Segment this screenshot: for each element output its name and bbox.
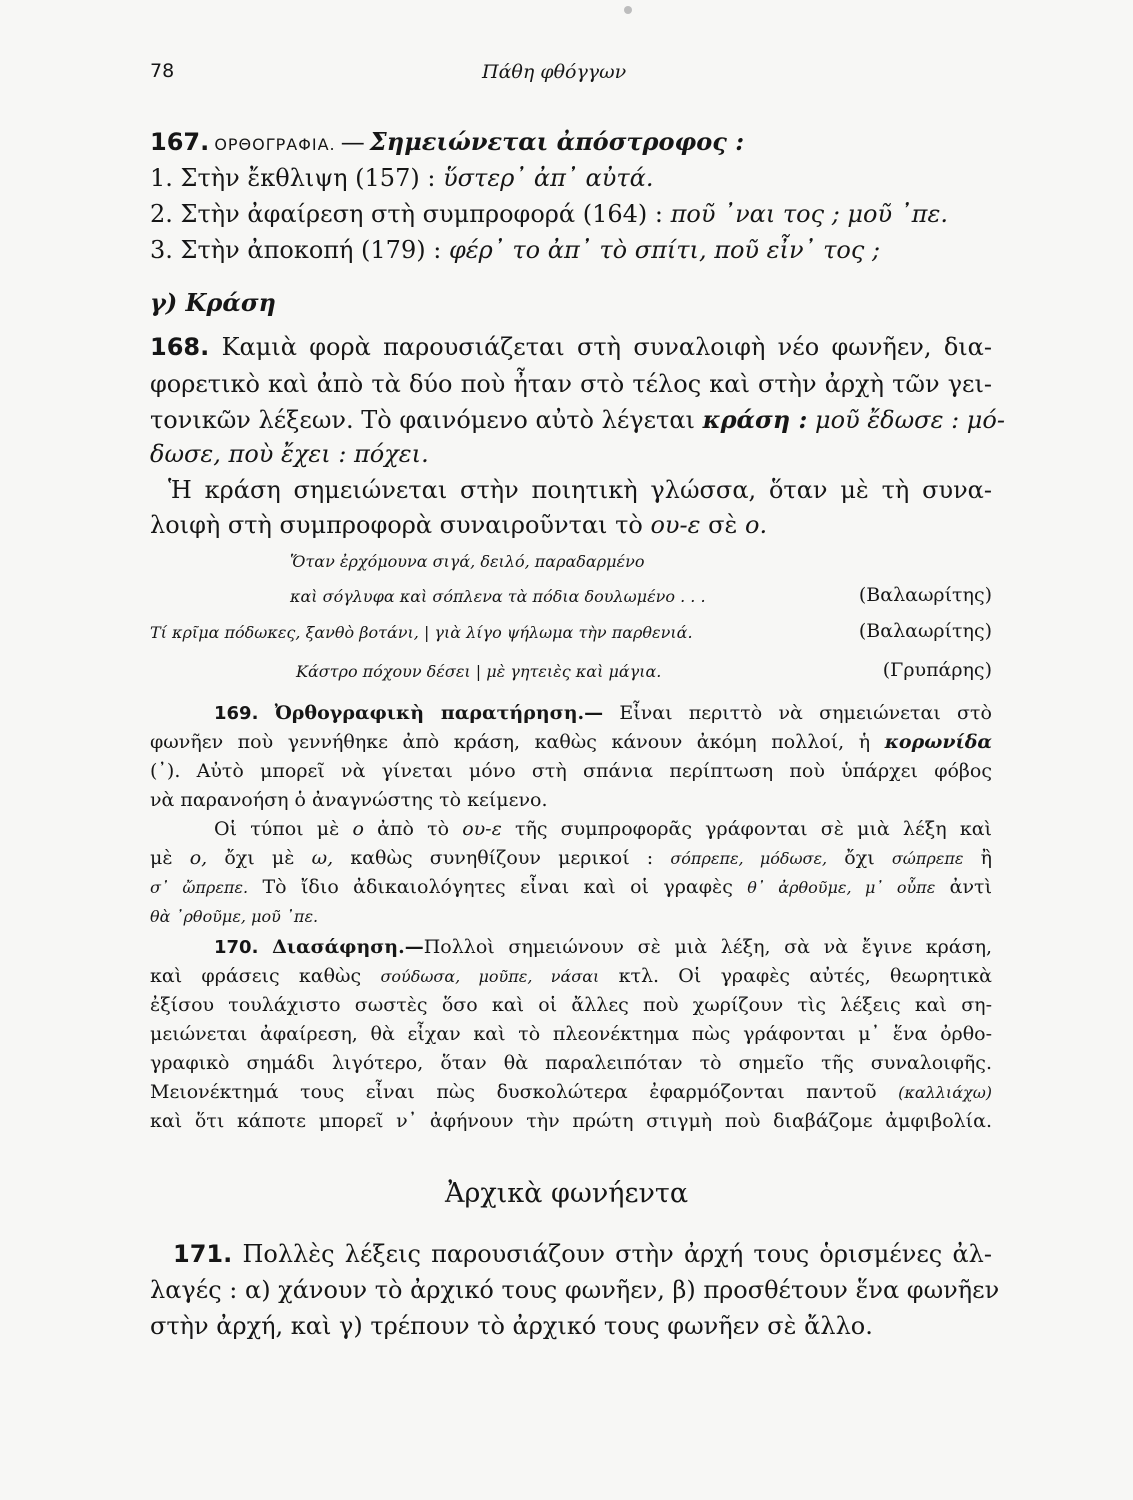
paragraph-line: 170. Διασάφηση.—Πολλοὶ σημειώνουν σὲ μιὰ λέξη, σὰ νὰ ἔγινε κράση, bbox=[214, 936, 992, 958]
paragraph-line: γραφικὸ σημάδι λιγότερο, ὅταν θὰ παραλειπόταν τὸ σημεῖο τῆς συναλοιφῆς. bbox=[150, 1052, 992, 1074]
paragraph-line: Μειονέκτημά τους εἶναι πὼς δυσκολώτερα ἐφαρμόζονται παντοῦ (καλλιάχω) bbox=[150, 1081, 992, 1103]
section-number: 167. bbox=[150, 128, 210, 156]
paragraph-line: μὲ ο, ὄχι μὲ ω, καθὼς συνηθίζουν μερικοί : σόπρεπε, μόδωσε, ὄχι σώπρεπε ἢ bbox=[150, 847, 992, 869]
subsection-heading: γ) Κράση bbox=[150, 288, 276, 317]
quote-author: (Βαλαωρίτης) bbox=[858, 620, 992, 642]
paragraph-line: μειώνεται ἀφαίρεση, θὰ εἶχαν καὶ τὸ πλεονέκτημα πὼς γράφονται μ᾽ ἕνα ὀρθο- bbox=[150, 1023, 992, 1045]
section-heading: Ἀρχικὰ φωνήεντα bbox=[444, 1178, 689, 1209]
section-number: 170. bbox=[214, 937, 259, 958]
paragraph-line: νὰ παρανοήση ὁ ἀναγνώστης τὸ κείμενο. bbox=[150, 789, 548, 811]
paragraph-line: λαγές : α) χάνουν τὸ ἀρχικό τους φωνῆεν, β) προσθέτουν ἕνα φωνῆεν bbox=[150, 1276, 1000, 1304]
section-title: Διασάφηση.— bbox=[272, 936, 424, 958]
section-title: Ὀρθογραφικὴ παρατήρηση.— bbox=[274, 702, 604, 724]
section-number: 169. bbox=[214, 703, 259, 724]
quote-line: καὶ σόγλυφα καὶ σόπλενα τὰ πόδια δουλωμένο . . . bbox=[290, 587, 706, 606]
paragraph-line: (᾽). Αὐτὸ μπορεῖ νὰ γίνεται μόνο στὴ σπάνια περίπτωση ποὺ ὑπάρχει φόβος bbox=[150, 760, 992, 782]
list-item: 1. Στὴν ἔκθλιψη (157) : ὕστερ᾽ ἀπ᾽ αὐτά. bbox=[150, 164, 654, 192]
paragraph-line: 171. Πολλὲς λέξεις παρουσιάζουν στὴν ἀρχή τους ὁρισμένες ἀλ- bbox=[173, 1240, 992, 1268]
paragraph-line: τονικῶν λέξεων. Τὸ φαινόμενο αὐτὸ λέγεται κράση : μοῦ ἔδωσε : μό- bbox=[150, 405, 1005, 434]
paragraph-line: Οἱ τύποι μὲ ο ἀπὸ τὸ ου-ε τῆς συμπροφορᾶς γράφονται σὲ μιὰ λέξη καὶ bbox=[214, 818, 992, 840]
list-item: 2. Στὴν ἀφαίρεση στὴ συμπροφορά (164) : ποῦ ᾽ναι τος ; μοῦ ᾽πε. bbox=[150, 200, 948, 228]
paragraph-line: ἐξίσου τουλάχιστο σωστὲς ὅσο καὶ οἱ ἄλλες ποὺ χωρίζουν τὶς λέξεις καὶ ση- bbox=[150, 994, 992, 1016]
paragraph-line: φωνῆεν ποὺ γεννήθηκε ἀπὸ κράση, καθὼς κάνουν ἀκόμη πολλοί, ἡ κορωνίδα bbox=[150, 731, 992, 753]
section-167-heading: 167. ΟΡΘΟΓΡΑΦΙΑ. — Σημειώνεται ἀπόστροφος : bbox=[150, 127, 745, 156]
paragraph-line: δωσε, ποὺ ἔχει : πόχει. bbox=[150, 440, 429, 468]
list-item: 3. Στὴν ἀποκοπή (179) : φέρ᾽ το ἀπ᾽ τὸ σπίτι, ποῦ εἶν᾽ τος ; bbox=[150, 236, 881, 264]
paragraph-line: 169. Ὀρθογραφικὴ παρατήρηση.— Εἶναι περιττὸ νὰ σημειώνεται στὸ bbox=[214, 702, 992, 724]
quote-line: Ὅταν ἐρχόμουνα σιγά, δειλό, παραδαρμένο bbox=[290, 552, 645, 571]
quote-author: (Βαλαωρίτης) bbox=[858, 584, 992, 606]
paragraph-line: καὶ φράσεις καθὼς σούδωσα, μοῦπε, νάσαι κτλ. Οἱ γραφὲς αὐτές, θεωρητικὰ bbox=[150, 965, 992, 987]
term: κορωνίδα bbox=[884, 731, 992, 753]
paragraph-line: καὶ ὅτι κάποτε μπορεῖ ν᾽ ἀφήνουν τὴν πρώτη στιγμὴ ποὺ διαβάζομε ἀμφιβολία. bbox=[150, 1110, 992, 1132]
paragraph-line: θὰ ᾽ρθοῦμε, μοῦ ᾽πε. bbox=[150, 907, 319, 926]
paragraph-line: σ᾽ ὤπρεπε. Τὸ ἴδιο ἀδικαιολόγητες εἶναι καὶ οἱ γραφὲς θ᾽ ἀρθοῦμε, μ᾽ οὖπε ἀντὶ bbox=[150, 876, 993, 898]
paragraph-line: φορετικὸ καὶ ἀπὸ τὰ δύο ποὺ ἦταν στὸ τέλος καὶ στὴν ἀρχὴ τῶν γει- bbox=[150, 370, 992, 398]
paragraph-line: Ἡ κράση σημειώνεται στὴν ποιητικὴ γλώσσα, ὅταν μὲ τὴ συνα- bbox=[168, 476, 992, 504]
page-number: 78 bbox=[150, 60, 175, 82]
section-label: ΟΡΘΟΓΡΑΦΙΑ. bbox=[214, 135, 336, 154]
running-title: Πάθη φθόγγων bbox=[482, 61, 627, 83]
term: κράση : bbox=[702, 405, 808, 434]
section-number: 168. bbox=[150, 333, 210, 361]
section-number: 171. bbox=[173, 1240, 233, 1268]
paragraph-line: 168. Καμιὰ φορὰ παρουσιάζεται στὴ συναλοιφὴ νέο φωνῆεν, δια- bbox=[150, 333, 992, 361]
paragraph-line: λοιφὴ στὴ συμπροφορὰ συναιροῦνται τὸ ου-ε σὲ ο. bbox=[150, 511, 768, 539]
quote-author: (Γρυπάρης) bbox=[882, 659, 992, 681]
section-title: Σημειώνεται ἀπόστροφος : bbox=[369, 127, 745, 156]
quote-line: Τί κρῖμα πόδωκες, ξανθὸ βοτάνι, | γιὰ λίγο ψήλωμα τὴν παρθενιά. bbox=[150, 623, 693, 642]
quote-line: Κάστρο πόχουν δέσει | μὲ γητειὲς καὶ μάγια. bbox=[296, 662, 662, 681]
paragraph-line: στὴν ἀρχή, καὶ γ) τρέπουν τὸ ἀρχικό τους φωνῆεν σὲ ἄλλο. bbox=[150, 1312, 873, 1340]
scan-mark bbox=[624, 6, 632, 14]
